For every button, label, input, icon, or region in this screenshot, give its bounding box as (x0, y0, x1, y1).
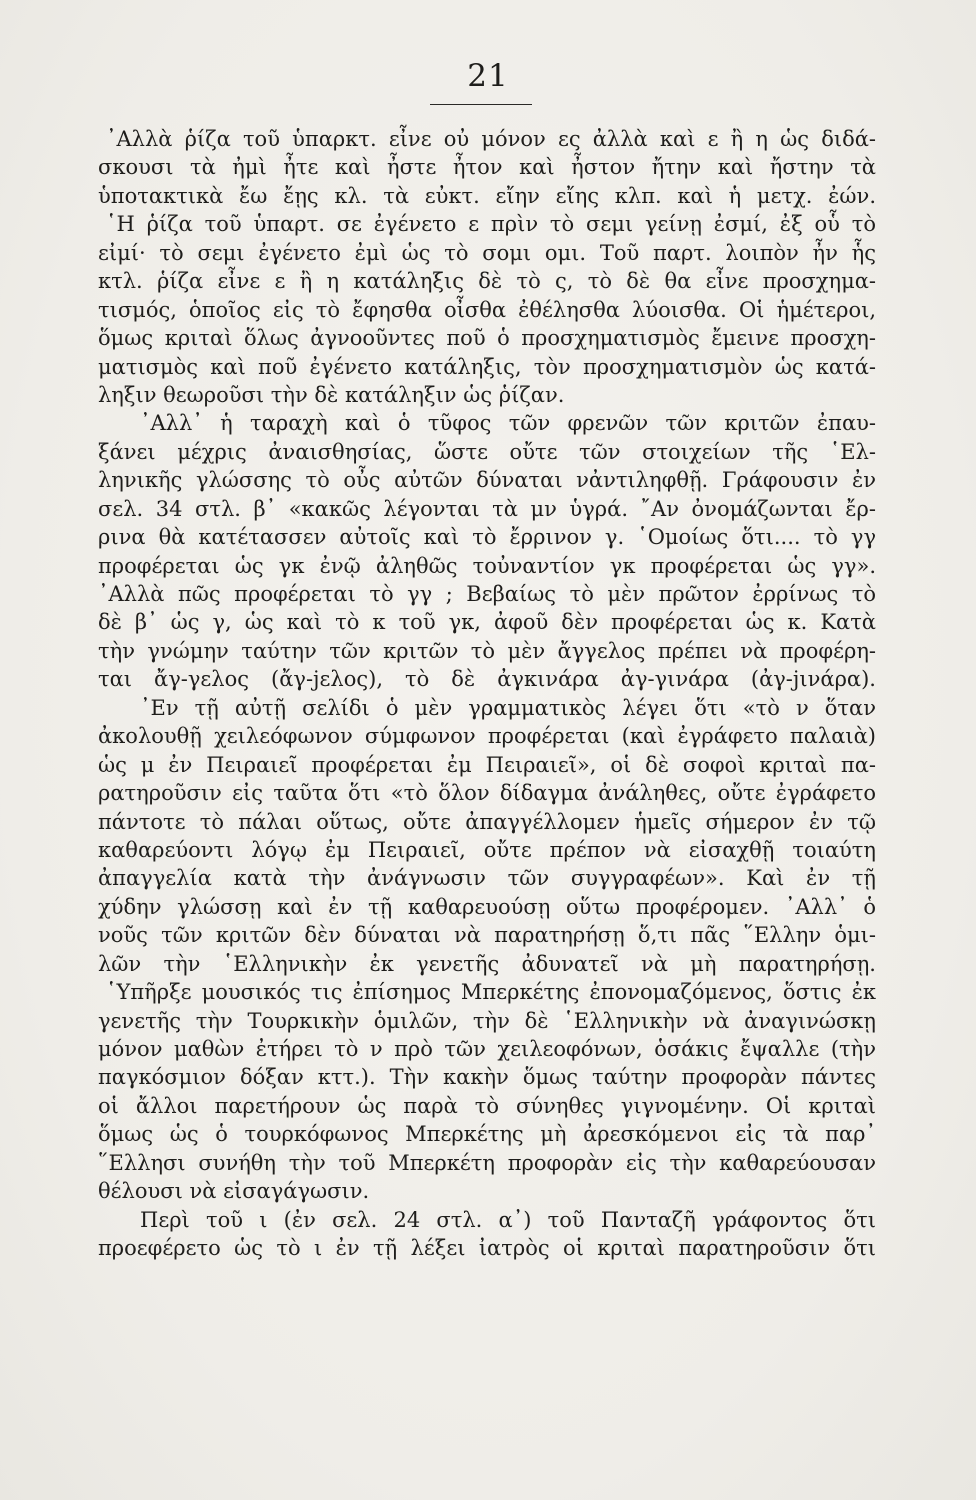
text-line: τισμός, ὁποῖος εἰς τὸ ἔφησθα οἶσθα ἐθέλησθα λύοισθα. Οἱ ἡμέτεροι, (98, 297, 876, 322)
text-line: ξάνει μέχρις ἀναισθησίας, ὥστε οὔτε τῶν στοιχείων τῆς ῾Ελ- (98, 439, 876, 464)
text-line: χύδην γλώσσῃ καὶ ἐν τῇ καθαρευούσῃ οὕτω προφέρομεν. ᾽Αλλ᾽ ὁ (98, 894, 876, 919)
text-line: κτλ. ῥίζα εἶνε ε ἢ η κατάληξις δὲ τὸ ς, τὸ δὲ θα εἶνε προσχημα- (98, 269, 876, 294)
text-line: παγκόσμιον δόξαν κττ.). Τὴν κακὴν ὅμως ταύτην προφορὰν πάντες (98, 1065, 876, 1090)
text-line: ῾Η ῥίζα τοῦ ὑπαρτ. σε ἐγένετο ε πρὶν τὸ σεμι γείνῃ ἐσμί, ἐξ οὗ τὸ (106, 212, 876, 237)
text-line: Περὶ τοῦ ι (ἐν σελ. 24 στλ. α᾽) τοῦ Πανταζῆ γράφοντος ὅτι (140, 1207, 876, 1232)
text-line: προεφέρετο ὡς τὸ ι ἐν τῇ λέξει ἰατρὸς οἱ κριταὶ παρατηροῦσιν ὅτι (98, 1236, 876, 1261)
text-line: ὅμως ὡς ὁ τουρκόφωνος Μπερκέτης μὴ ἀρεσκόμενοι εἰς τὰ παρ᾽ (98, 1122, 876, 1147)
text-line: ῞Ελλησι συνήθη τὴν τοῦ Μπερκέτη προφορὰν εἰς τὴν καθαρεύουσαν (98, 1150, 876, 1175)
text-line: ματισμὸς καὶ ποῦ ἐγένετο κατάληξις, τὸν προσχηματισμὸν ὡς κατά- (98, 354, 876, 379)
text-line: δὲ β᾽ ὡς γ, ὡς καὶ τὸ κ τοῦ γκ, ἀφοῦ δὲν προφέρεται ὡς κ. Κατὰ (98, 610, 876, 635)
text-line: ληξιν θεωροῦσι τὴν δὲ κατάληξιν ὡς ῥίζαν. (98, 382, 565, 407)
text-line: ᾽Εν τῇ αὐτῇ σελίδι ὁ μὲν γραμματικὸς λέγει ὅτι «τὸ ν ὅταν (140, 695, 876, 720)
text-line: εἰμί· τὸ σεμι ἐγένετο ἐμὶ ὡς τὸ σομι ομι. Τοῦ παρτ. λοιπὸν ἦν ἧς (98, 240, 876, 265)
text-line: σκουσι τὰ ἠμὶ ἦτε καὶ ἦστε ἦτον καὶ ἦστον ἤτην καὶ ἤστην τὰ (98, 155, 876, 180)
text-line: ὑποτακτικὰ ἔω ἔῃς κλ. τὰ εὐκτ. εἴην εἴης κλπ. καὶ ἡ μετχ. ἐών. (98, 183, 876, 208)
text-line: ρινα θὰ κατέτασσεν αὐτοῖς καὶ τὸ ἔρρινον γ. ῾Ομοίως ὅτι.... τὸ γγ (98, 525, 876, 550)
text-line: λῶν τὴν ῾Ελληνικὴν ἐκ γενετῆς ἀδυνατεῖ νὰ μὴ παρατηρήσῃ. (98, 951, 876, 976)
text-line: σελ. 34 στλ. β᾽ «κακῶς λέγονται τὰ μν ὑγρά. ῎Αν ὀνομάζωνται ἔρ- (98, 496, 876, 521)
text-line: πάντοτε τὸ πάλαι οὕτως, οὔτε ἀπαγγέλλομεν ἡμεῖς σήμερον ἐν τῷ (98, 809, 876, 834)
text-line: ὅμως κριταὶ ὅλως ἀγνοοῦντες ποῦ ὁ προσχηματισμὸς ἔμεινε προσχη- (98, 326, 876, 351)
text-line: ἀκολουθῇ χειλεόφωνον σύμφωνον προφέρεται (καὶ ἐγράφετο παλαιὰ) (98, 724, 876, 749)
text-line: ᾽Αλλὰ πῶς προφέρεται τὸ γγ ; Βεβαίως τὸ μὲν πρῶτον ἐρρίνως τὸ (98, 582, 876, 606)
text-line: ᾽Αλλ᾽ ἡ ταραχὴ καὶ ὁ τῦφος τῶν φρενῶν τῶν κριτῶν ἐπαυ- (140, 411, 876, 436)
text-line: ῾Υπῆρξε μουσικός τις ἐπίσημος Μπερκέτης ἐπονομαζόμενος, ὅστις ἐκ (106, 980, 876, 1005)
text-line: οἱ ἄλλοι παρετήρουν ὡς παρὰ τὸ σύνηθες γιγνομένην. Οἱ κριταὶ (98, 1093, 876, 1118)
text-line: ληνικῆς γλώσσης τὸ οὖς αὐτῶν δύναται νἀντιληφθῇ. Γράφουσιν ἐν (98, 468, 876, 493)
text-line: τὴν γνώμην ταύτην τῶν κριτῶν τὸ μὲν ἄγγελος πρέπει νὰ προφέρη- (98, 638, 876, 663)
text-line: ρατηροῦσιν εἰς ταῦτα ὅτι «τὸ ὅλον δίδαγμα ἀνάληθες, οὔτε ἐγράφετο (98, 781, 876, 806)
text-line: γενετῆς τὴν Τουρκικὴν ὁμιλῶν, τὴν δὲ ῾Ελληνικὴν νὰ ἀναγινώσκῃ (98, 1008, 876, 1033)
text-line: μόνον μαθὼν ἐτήρει τὸ ν πρὸ τῶν χειλεοφόνων, ὁσάκις ἔψαλλε (τὴν (98, 1037, 876, 1061)
text-line: θέλουσι νὰ εἰσαγάγωσιν. (98, 1179, 370, 1204)
text-line: προφέρεται ὡς γκ ἐνῷ ἀληθῶς τοὐναντίον γκ προφέρεται ὡς γγ». (98, 553, 876, 578)
text-line: ἀπαγγελία κατὰ τὴν ἀνάγνωσιν τῶν συγγραφέων». Καὶ ἐν τῇ (98, 866, 876, 891)
text-line: ὡς μ ἐν Πειραιεῖ προφέρεται ἐμ Πειραιεῖ», οἱ δὲ σοφοὶ κριταὶ πα- (98, 752, 876, 777)
page-number: 21 (467, 58, 509, 94)
text-line: καθαρεύοντι λόγῳ ἐμ Πειραιεῖ, οὔτε πρέπον νὰ εἰσαχθῇ τοιαύτη (98, 837, 876, 862)
text-line: ται ἄγ-γελος (ἄγ-jελος), τὸ δὲ ἀγκινάρα ἀγ-γινάρα (ἀγ-jινάρα). (98, 667, 876, 692)
page-number-rule (430, 104, 532, 105)
body-text (98, 125, 876, 1263)
text-line: ᾽Αλλὰ ῥίζα τοῦ ὑπαρκτ. εἶνε οὐ μόνον ες ἀλλὰ καὶ ε ἢ η ὡς διδά- (106, 127, 876, 151)
text-line: νοῦς τῶν κριτῶν δὲν δύναται νὰ παρατηρήσῃ ὅ,τι πᾶς ῞Ελλην ὁμι- (98, 923, 876, 948)
